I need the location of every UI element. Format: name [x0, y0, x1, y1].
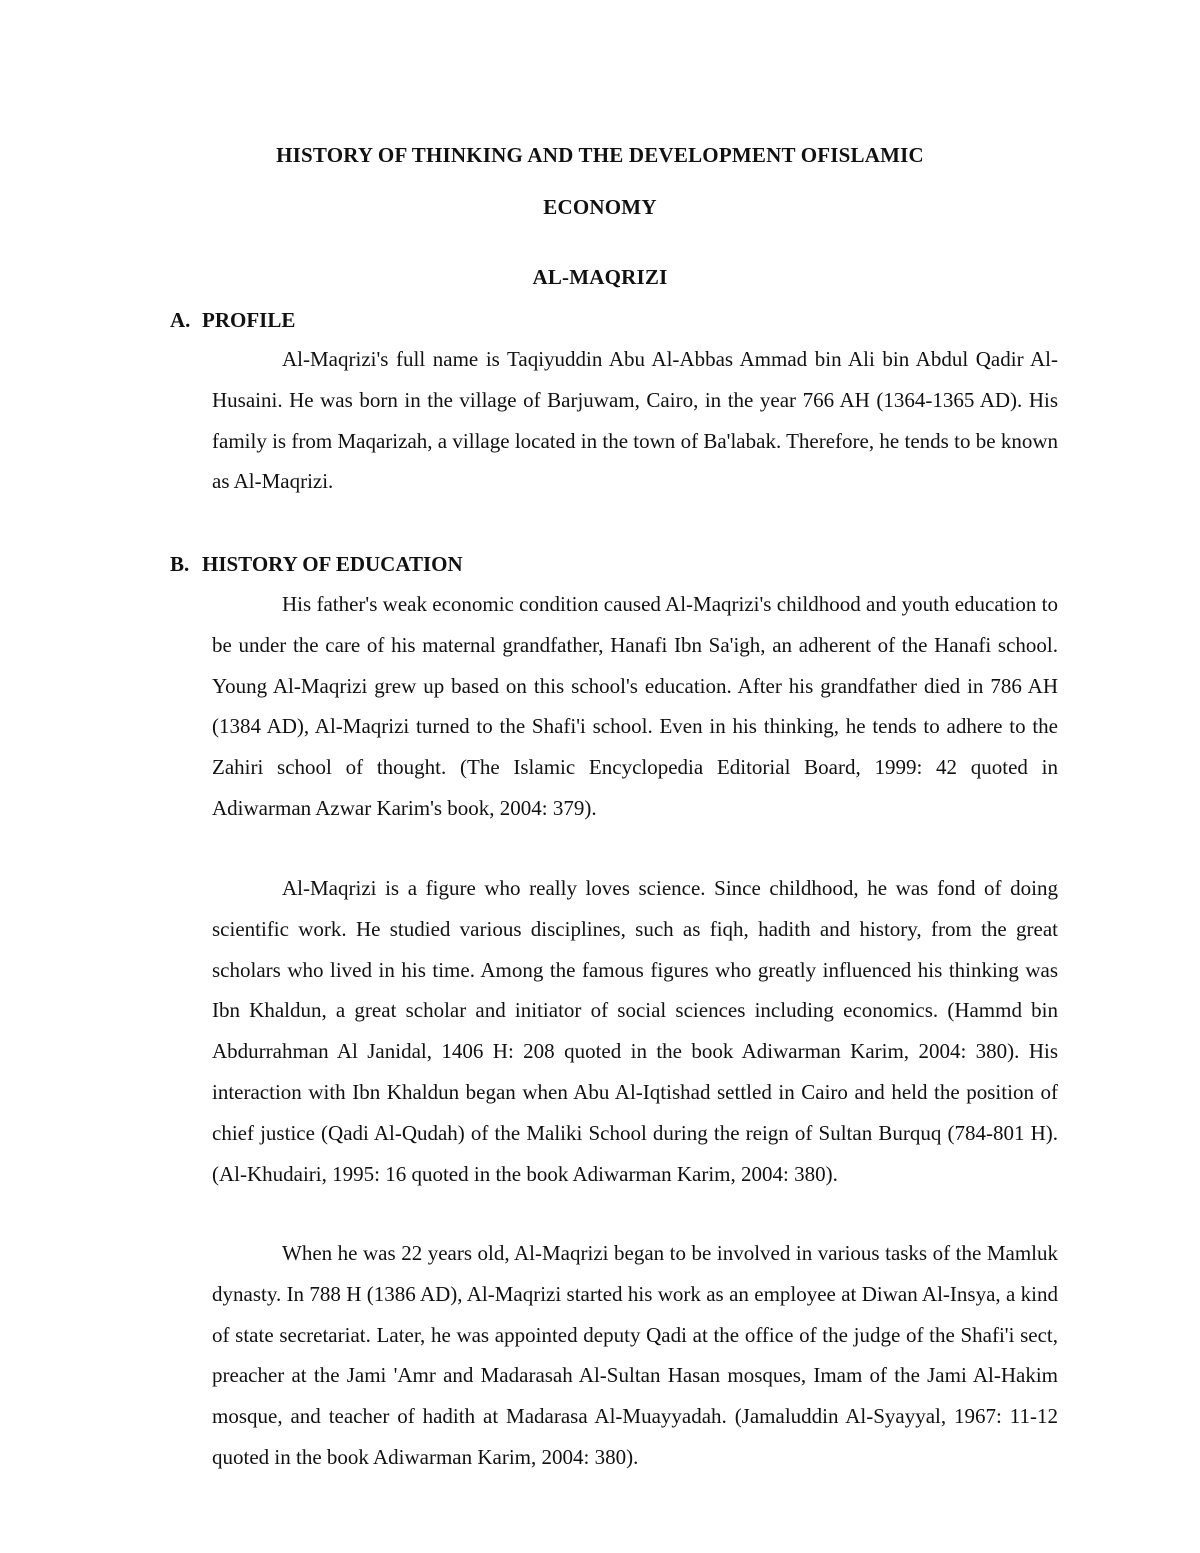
document-title-line-1: HISTORY OF THINKING AND THE DEVELOPMENT OFISLAMIC — [276, 143, 924, 167]
paragraph-education-1: His father's weak economic condition caused Al-Maqrizi's childhood and youth education to be under the care of his maternal grandfather, Hanafi Ibn Sa'igh, an adherent of the Hanafi school. Young Al-Maqrizi grew up based on this school's education. After his grandfather died in 786 AH (1384 AD), Al-Maqrizi turned to the Shafi'i school. Even in his thinking, he tends to adhere to the Zahiri school of thought. (The Islamic Encyclopedia Editorial Board, 1999: 42 quoted in Adiwarman Azwar Karim's book, 2004: 379). — [212, 592, 1058, 820]
paragraph-education-2: Al-Maqrizi is a figure who really loves science. Since childhood, he was fond of doing scientific work. He studied various disciplines, such as fiqh, hadith and history, from the great scholars who lived in his time. Among the famous figures who greatly influenced his thinking was Ibn Khaldun, a great scholar and initiator of social sciences including economics. (Hammd bin Abdurrahman Al Janidal, 1406 H: 208 quoted in the book Adiwarman Karim, 2004: 380). His interaction with Ibn Khaldun began when Abu Al-Iqtishad settled in Cairo and held the position of chief justice (Qadi Al-Qudah) of the Maliki School during the reign of Sultan Burquq (784-801 H). (Al-Khudairi, 1995: 16 quoted in the book Adiwarman Karim, 2004: 380). — [212, 876, 1058, 1186]
document-subtitle: AL-MAQRIZI — [532, 265, 668, 289]
paragraph-profile: Al-Maqrizi's full name is Taqiyuddin Abu Al-Abbas Ammad bin Ali bin Abdul Qadir Al-Husaini. He was born in the village of Barjuwam, Cairo, in the year 766 AH (1364-1365 AD). His family is from Maqarizah, a village located in the town of Ba'labak. Therefore, he tends to be known as Al-Maqrizi. — [212, 347, 1058, 494]
section-heading-text: HISTORY OF EDUCATION — [202, 552, 463, 576]
section-heading-profile — [170, 308, 295, 333]
section-letter: A. — [170, 308, 191, 332]
section-heading-history-of-education — [170, 552, 463, 577]
paragraph-education-3: When he was 22 years old, Al-Maqrizi began to be involved in various tasks of the Mamluk dynasty. In 788 H (1386 AD), Al-Maqrizi started his work as an employee at Diwan Al-Insya, a kind of state secretariat. Later, he was appointed deputy Qadi at the office of the judge of the Shafi'i sect, preacher at the Jami 'Amr and Madarasah Al-Sultan Hasan mosques, Imam of the Jami Al-Hakim mosque, and teacher of hadith at Madarasa Al-Muayyadah. (Jamaluddin Al-Syayyal, 1967: 11-12 quoted in the book Adiwarman Karim, 2004: 380). — [212, 1241, 1058, 1469]
section-letter: B. — [170, 552, 190, 576]
document-title-line-2: ECONOMY — [543, 195, 657, 219]
section-heading-text: PROFILE — [202, 308, 296, 332]
